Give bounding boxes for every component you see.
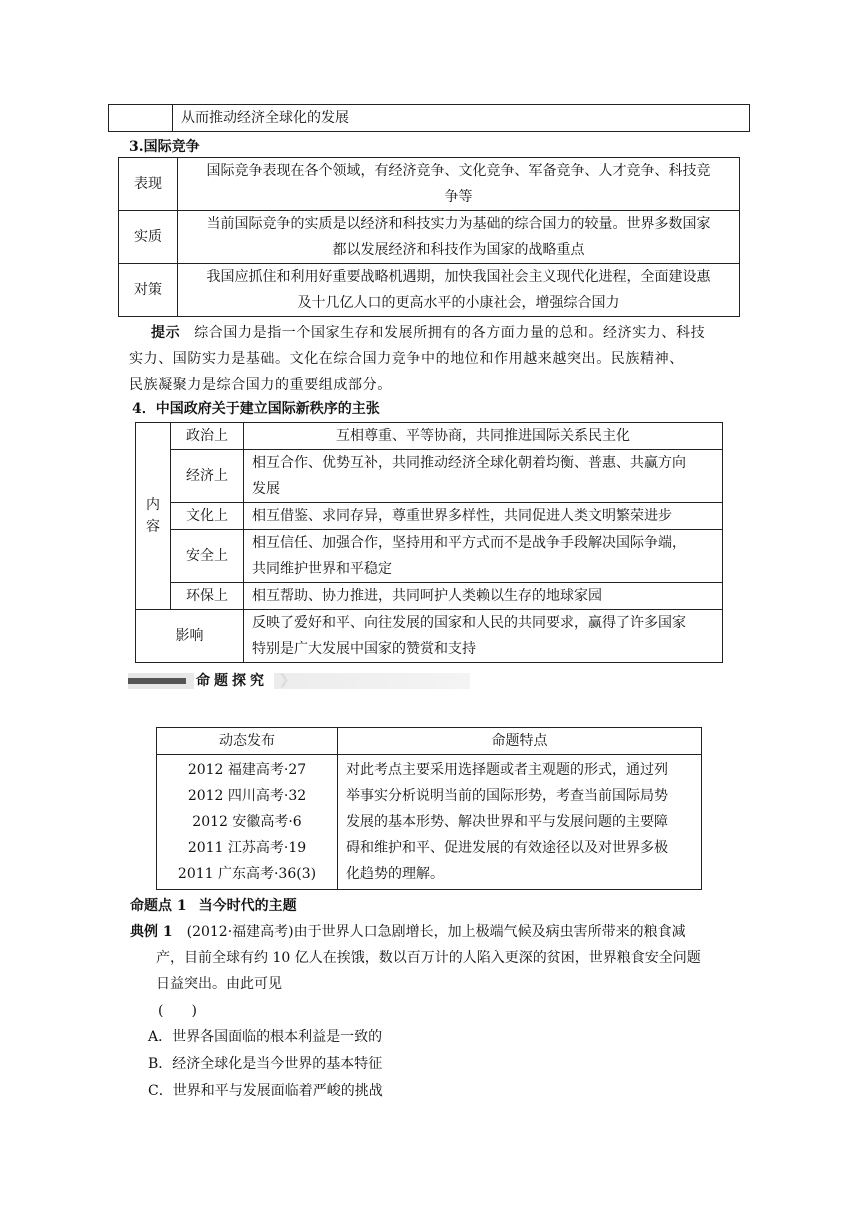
top-table-empty-cell — [109, 105, 173, 132]
sources-cell — [157, 755, 338, 890]
text-line: 特别是广大发展中国家的赞赏和支持 — [252, 641, 476, 657]
row-label-政治上: 政治上 — [171, 423, 244, 450]
col-header-sources: 动态发布 — [157, 728, 338, 755]
impact-label: 影响 — [136, 610, 244, 663]
row-content-政治上: 互相尊重、平等协商，共同推进国际关系民主化 — [244, 423, 723, 450]
source-item: 2011 广东高考·36(3) — [177, 866, 317, 882]
text-line: 反映了爱好和平、向往发展的国家和人民的共同要求，赢得了许多国家 — [252, 615, 686, 631]
chevron-right-icon: ❯ — [278, 672, 290, 688]
option-a[interactable]: A．世界各国面临的根本利益是一致的 — [148, 1029, 383, 1045]
text-line: 发展 — [252, 481, 280, 497]
competition-table — [118, 157, 740, 317]
new-order-table — [135, 422, 723, 663]
row-label-经济上: 经济上 — [171, 450, 244, 503]
source-item: 2011 江苏高考·19 — [187, 840, 307, 856]
point-title: 当今时代的主题 — [198, 898, 297, 914]
row-content-对策 — [178, 264, 740, 317]
text-line: 我国应抓住和利用好重要战略机遇期，加快我国社会主义现代化进程，全面建设惠 — [206, 269, 711, 285]
answer-blank: ( ) — [158, 1003, 197, 1019]
row-label-实质: 实质 — [119, 211, 178, 264]
example-label: 典例 1 — [130, 924, 173, 940]
text-line: 共同维护世界和平稳定 — [252, 561, 392, 577]
answer-options — [148, 1024, 383, 1105]
source-item: 2012 四川高考·32 — [187, 788, 307, 804]
row-label-对策: 对策 — [119, 264, 178, 317]
text-line: 相互合作、优势互补，共同推动经济全球化朝着均衡、普惠、共赢方向 — [252, 455, 686, 471]
text-line: 发展的基本形势、解决世界和平与发展问题的主要障 — [346, 814, 668, 830]
option-c[interactable]: C．世界和平与发展面临着严峻的挑战 — [148, 1083, 383, 1099]
top-table-text: 从而推动经济全球化的发展 — [173, 105, 750, 132]
text-line: 争等 — [444, 189, 473, 205]
top-table — [108, 104, 750, 132]
text-line: 当前国际竞争的实质是以经济和科技实力为基础的综合国力的较量。世界多数国家 — [206, 216, 711, 232]
text-line: 举事实分析说明当前的国际形势，考查当前国际局势 — [346, 788, 668, 804]
text-line: 碍和维护和平、促进发展的有效途径以及对世界多极 — [346, 840, 668, 856]
content-group-label — [136, 423, 171, 610]
banner-dark-bar — [128, 678, 186, 684]
text-line: 国际竞争表现在各个领域，有经济竞争、文化竞争、军备竞争、人才竞争、科技竞 — [206, 163, 711, 179]
hint-paragraph — [129, 320, 739, 398]
text-line: 对此考点主要采用选择题或者主观题的形式，通过列 — [346, 762, 668, 778]
col-header-features: 命题特点 — [338, 728, 702, 755]
section-banner — [128, 673, 470, 689]
point-label: 命题点 1 — [130, 898, 187, 914]
question-line: 产，目前全球有约 10 亿人在挨饿，数以百万计的人陷入更深的贫困，世界粮食安全问题 — [156, 950, 701, 966]
source-item: 2012 安徽高考·6 — [192, 814, 302, 830]
source-item: 2012 福建高考·27 — [187, 762, 307, 778]
hint-line: 民族凝聚力是综合国力的重要组成部分。 — [129, 377, 392, 393]
impact-content — [244, 610, 723, 663]
option-b[interactable]: B．经济全球化是当今世界的基本特征 — [148, 1056, 383, 1072]
question-line: (2012·福建高考)由于世界人口急剧增长，加上极端气候及病虫害所带来的粮食减 — [186, 924, 686, 940]
row-label-环保上: 环保上 — [171, 583, 244, 610]
section4-title: 4．中国政府关于建立国际新秩序的主张 — [132, 401, 380, 417]
section3-title: 3.国际竞争 — [129, 139, 200, 155]
features-cell — [338, 755, 702, 890]
row-content-经济上 — [244, 450, 723, 503]
row-content-安全上 — [244, 530, 723, 583]
row-content-实质 — [178, 211, 740, 264]
question-line: 日益突出。由此可见 — [156, 976, 282, 992]
group-char: 内 — [146, 497, 160, 513]
exam-analysis-table — [156, 727, 702, 890]
row-content-环保上: 相互帮助、协力推进，共同呵护人类赖以生存的地球家园 — [244, 583, 723, 610]
hint-line: 综合国力是指一个国家生存和发展所拥有的各方面力量的总和。经济实力、科技 — [194, 325, 706, 341]
row-label-安全上: 安全上 — [171, 530, 244, 583]
hint-line: 实力、国防实力是基础。文化在综合国力竞争中的地位和作用越来越突出。民族精神、 — [129, 351, 684, 367]
group-char: 容 — [146, 519, 160, 535]
text-line: 及十几亿人口的更高水平的小康社会，增强综合国力 — [297, 295, 620, 311]
hint-label: 提示 — [151, 325, 181, 341]
banner-title: 命题探究 — [194, 670, 274, 690]
text-line: 相互信任、加强合作，坚持用和平方式而不是战争手段解决国际争端， — [252, 535, 686, 551]
row-content-文化上: 相互借鉴、求同存异，尊重世界多样性，共同促进人类文明繁荣进步 — [244, 503, 723, 530]
row-content-表现 — [178, 158, 740, 211]
text-line: 都以发展经济和科技作为国家的战略重点 — [332, 242, 585, 258]
proposition-point-heading — [130, 893, 297, 919]
row-label-文化上: 文化上 — [171, 503, 244, 530]
text-line: 化趋势的理解。 — [346, 866, 444, 882]
row-label-表现: 表现 — [119, 158, 178, 211]
example-question — [130, 919, 742, 997]
